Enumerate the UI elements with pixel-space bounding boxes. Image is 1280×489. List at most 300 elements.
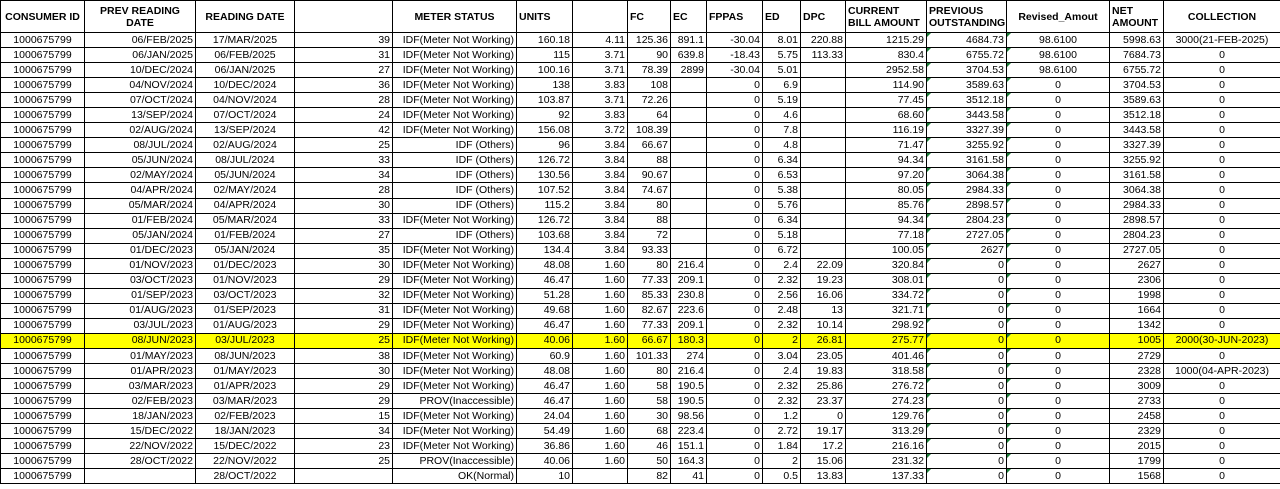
cell-prev-reading-date[interactable]: 02/AUG/2024 [85, 123, 196, 138]
cell-reading-date[interactable]: 02/FEB/2023 [196, 409, 295, 424]
table-row[interactable] [1, 439, 1280, 454]
cell-fppas[interactable]: 0 [707, 379, 763, 394]
cell-days[interactable]: 29 [295, 273, 393, 288]
cell-reading-date[interactable]: 06/FEB/2025 [196, 48, 295, 63]
cell-fc[interactable]: 64 [628, 108, 671, 123]
cell-net-amount[interactable]: 3512.18 [1110, 108, 1164, 123]
cell-previous-outstanding[interactable]: 3161.58 [927, 153, 1007, 168]
cell-dpc[interactable]: 23.05 [801, 348, 846, 363]
cell-fppas[interactable]: 0 [707, 318, 763, 333]
cell-reading-date[interactable]: 10/DEC/2024 [196, 78, 295, 93]
cell-current-bill-amount[interactable]: 313.29 [846, 424, 927, 439]
table-row[interactable] [1, 183, 1280, 198]
cell-current-bill-amount[interactable]: 401.46 [846, 348, 927, 363]
cell-revised-amount[interactable]: 0 [1007, 183, 1110, 198]
cell-previous-outstanding[interactable]: 0 [927, 379, 1007, 394]
cell-dpc[interactable] [801, 78, 846, 93]
cell-dpc[interactable] [801, 63, 846, 78]
cell-consumer-id[interactable]: 1000675799 [1, 168, 85, 183]
cell-meter-status[interactable]: IDF(Meter Not Working) [393, 123, 517, 138]
cell-meter-status[interactable]: IDF(Meter Not Working) [393, 439, 517, 454]
cell-days[interactable]: 27 [295, 228, 393, 243]
cell-net-amount[interactable]: 1005 [1110, 333, 1164, 348]
cell-dpc[interactable]: 23.37 [801, 394, 846, 409]
cell-prev-reading-date[interactable]: 02/MAY/2024 [85, 168, 196, 183]
cell-dpc[interactable] [801, 183, 846, 198]
cell-fppas[interactable]: 0 [707, 93, 763, 108]
cell-prev-reading-date[interactable]: 07/OCT/2024 [85, 93, 196, 108]
cell-prev-reading-date[interactable]: 08/JUN/2023 [85, 333, 196, 348]
table-row[interactable] [1, 48, 1280, 63]
cell-collection[interactable]: 0 [1164, 183, 1280, 198]
cell-fc[interactable]: 108.39 [628, 123, 671, 138]
cell-dpc[interactable]: 220.88 [801, 33, 846, 48]
cell-ec[interactable]: 2899 [671, 63, 707, 78]
cell-fppas[interactable]: 0 [707, 243, 763, 258]
cell-fppas[interactable]: 0 [707, 333, 763, 348]
cell-consumer-id[interactable]: 1000675799 [1, 228, 85, 243]
cell-collection[interactable]: 0 [1164, 424, 1280, 439]
cell-previous-outstanding[interactable]: 0 [927, 439, 1007, 454]
cell-meter-status[interactable]: PROV(Inaccessible) [393, 394, 517, 409]
cell-collection[interactable]: 0 [1164, 138, 1280, 153]
cell-revised-amount[interactable]: 98.6100 [1007, 48, 1110, 63]
cell-days[interactable]: 30 [295, 198, 393, 213]
cell-current-bill-amount[interactable]: 216.16 [846, 439, 927, 454]
cell-ed[interactable]: 5.18 [763, 228, 801, 243]
cell-collection[interactable]: 0 [1164, 78, 1280, 93]
cell-previous-outstanding[interactable]: 6755.72 [927, 48, 1007, 63]
cell-fc[interactable]: 90.67 [628, 168, 671, 183]
cell-collection[interactable]: 2000(30-JUN-2023) [1164, 333, 1280, 348]
cell-prev-reading-date[interactable]: 04/APR/2024 [85, 183, 196, 198]
cell-reading-date[interactable]: 05/JUN/2024 [196, 168, 295, 183]
cell-prev-reading-date[interactable]: 18/JAN/2023 [85, 409, 196, 424]
cell-collection[interactable]: 0 [1164, 273, 1280, 288]
cell-consumer-id[interactable]: 1000675799 [1, 108, 85, 123]
cell-current-bill-amount[interactable]: 276.72 [846, 379, 927, 394]
cell-reading-date[interactable]: 03/OCT/2023 [196, 288, 295, 303]
cell-reading-date[interactable]: 04/NOV/2024 [196, 93, 295, 108]
cell-revised-amount[interactable]: 0 [1007, 108, 1110, 123]
cell-ec[interactable] [671, 168, 707, 183]
cell-dpc[interactable] [801, 153, 846, 168]
cell-fppas[interactable]: -18.43 [707, 48, 763, 63]
cell-fc[interactable]: 88 [628, 213, 671, 228]
cell-ed[interactable]: 5.38 [763, 183, 801, 198]
cell-meter-status[interactable]: IDF (Others) [393, 138, 517, 153]
table-row[interactable] [1, 33, 1280, 48]
cell-ec[interactable]: 190.5 [671, 394, 707, 409]
cell-units[interactable]: 126.72 [517, 213, 573, 228]
cell-fc[interactable]: 80 [628, 258, 671, 273]
col-header-net-amount[interactable]: NET AMOUNT [1110, 1, 1164, 33]
cell-ed[interactable]: 2.56 [763, 288, 801, 303]
cell-net-amount[interactable]: 3161.58 [1110, 168, 1164, 183]
cell-prev-reading-date[interactable]: 02/FEB/2023 [85, 394, 196, 409]
cell-net-amount[interactable]: 1568 [1110, 469, 1164, 484]
cell-collection[interactable]: 0 [1164, 213, 1280, 228]
cell-revised-amount[interactable]: 0 [1007, 78, 1110, 93]
cell-current-bill-amount[interactable]: 830.4 [846, 48, 927, 63]
cell-meter-status[interactable]: IDF(Meter Not Working) [393, 33, 517, 48]
cell-units[interactable]: 96 [517, 138, 573, 153]
cell-net-amount[interactable]: 2329 [1110, 424, 1164, 439]
cell-consumer-id[interactable]: 1000675799 [1, 273, 85, 288]
cell-days[interactable]: 29 [295, 394, 393, 409]
cell-revised-amount[interactable]: 0 [1007, 213, 1110, 228]
cell-dpc[interactable] [801, 93, 846, 108]
cell-meter-status[interactable]: IDF(Meter Not Working) [393, 424, 517, 439]
cell-net-amount[interactable]: 3443.58 [1110, 123, 1164, 138]
col-header-collection[interactable]: COLLECTION [1164, 1, 1280, 33]
cell-fc[interactable]: 72 [628, 228, 671, 243]
cell-reading-date[interactable]: 17/MAR/2025 [196, 33, 295, 48]
cell-units[interactable]: 46.47 [517, 394, 573, 409]
cell-ed[interactable]: 2 [763, 454, 801, 469]
cell-fc[interactable]: 30 [628, 409, 671, 424]
cell-revised-amount[interactable]: 0 [1007, 273, 1110, 288]
cell-current-bill-amount[interactable]: 94.34 [846, 213, 927, 228]
cell-collection[interactable]: 0 [1164, 454, 1280, 469]
cell-previous-outstanding[interactable]: 0 [927, 469, 1007, 484]
cell-ed[interactable]: 2.32 [763, 379, 801, 394]
cell-ec[interactable]: 230.8 [671, 288, 707, 303]
cell-previous-outstanding[interactable]: 2627 [927, 243, 1007, 258]
cell-current-bill-amount[interactable]: 1215.29 [846, 33, 927, 48]
cell-prev-reading-date[interactable]: 15/DEC/2022 [85, 424, 196, 439]
cell-rate[interactable]: 1.60 [573, 424, 628, 439]
cell-consumer-id[interactable]: 1000675799 [1, 78, 85, 93]
cell-net-amount[interactable]: 1664 [1110, 303, 1164, 318]
cell-ec[interactable]: 209.1 [671, 318, 707, 333]
cell-current-bill-amount[interactable]: 116.19 [846, 123, 927, 138]
cell-ec[interactable] [671, 78, 707, 93]
cell-fppas[interactable]: 0 [707, 213, 763, 228]
cell-units[interactable]: 138 [517, 78, 573, 93]
cell-revised-amount[interactable]: 98.6100 [1007, 63, 1110, 78]
cell-consumer-id[interactable]: 1000675799 [1, 123, 85, 138]
cell-previous-outstanding[interactable]: 2898.57 [927, 198, 1007, 213]
cell-rate[interactable]: 3.84 [573, 138, 628, 153]
cell-prev-reading-date[interactable]: 08/JUL/2024 [85, 138, 196, 153]
cell-fppas[interactable]: 0 [707, 78, 763, 93]
cell-previous-outstanding[interactable]: 0 [927, 288, 1007, 303]
cell-ec[interactable]: 151.1 [671, 439, 707, 454]
table-row[interactable] [1, 454, 1280, 469]
cell-rate[interactable]: 3.83 [573, 78, 628, 93]
cell-prev-reading-date[interactable]: 05/JAN/2024 [85, 228, 196, 243]
cell-revised-amount[interactable]: 0 [1007, 168, 1110, 183]
cell-reading-date[interactable]: 28/OCT/2022 [196, 469, 295, 484]
cell-revised-amount[interactable]: 0 [1007, 123, 1110, 138]
cell-dpc[interactable] [801, 168, 846, 183]
cell-net-amount[interactable]: 1342 [1110, 318, 1164, 333]
cell-net-amount[interactable]: 3704.53 [1110, 78, 1164, 93]
cell-current-bill-amount[interactable]: 80.05 [846, 183, 927, 198]
cell-prev-reading-date[interactable]: 28/OCT/2022 [85, 454, 196, 469]
cell-consumer-id[interactable]: 1000675799 [1, 379, 85, 394]
cell-dpc[interactable] [801, 138, 846, 153]
cell-fc[interactable]: 82 [628, 469, 671, 484]
cell-fc[interactable]: 125.36 [628, 33, 671, 48]
cell-collection[interactable]: 0 [1164, 93, 1280, 108]
table-row[interactable] [1, 303, 1280, 318]
cell-previous-outstanding[interactable]: 2804.23 [927, 213, 1007, 228]
cell-consumer-id[interactable]: 1000675799 [1, 364, 85, 379]
cell-meter-status[interactable]: IDF(Meter Not Working) [393, 409, 517, 424]
cell-fppas[interactable]: 0 [707, 439, 763, 454]
cell-reading-date[interactable]: 01/FEB/2024 [196, 228, 295, 243]
cell-dpc[interactable]: 13 [801, 303, 846, 318]
cell-revised-amount[interactable]: 0 [1007, 243, 1110, 258]
cell-reading-date[interactable]: 08/JUL/2024 [196, 153, 295, 168]
cell-collection[interactable]: 3000(21-FEB-2025) [1164, 33, 1280, 48]
cell-fc[interactable]: 74.67 [628, 183, 671, 198]
cell-units[interactable]: 10 [517, 469, 573, 484]
cell-previous-outstanding[interactable]: 0 [927, 333, 1007, 348]
cell-rate[interactable]: 3.71 [573, 93, 628, 108]
table-row[interactable] [1, 273, 1280, 288]
cell-rate[interactable]: 1.60 [573, 409, 628, 424]
cell-dpc[interactable] [801, 108, 846, 123]
cell-ec[interactable] [671, 183, 707, 198]
cell-net-amount[interactable]: 3255.92 [1110, 153, 1164, 168]
cell-meter-status[interactable]: OK(Normal) [393, 469, 517, 484]
cell-rate[interactable]: 1.60 [573, 333, 628, 348]
cell-net-amount[interactable]: 2627 [1110, 258, 1164, 273]
cell-rate[interactable]: 1.60 [573, 394, 628, 409]
cell-net-amount[interactable]: 6755.72 [1110, 63, 1164, 78]
cell-net-amount[interactable]: 2898.57 [1110, 213, 1164, 228]
cell-fc[interactable]: 85.33 [628, 288, 671, 303]
cell-fppas[interactable]: 0 [707, 424, 763, 439]
col-header-meter-status[interactable]: METER STATUS [393, 1, 517, 33]
cell-units[interactable]: 46.47 [517, 273, 573, 288]
cell-dpc[interactable] [801, 213, 846, 228]
col-header-ec[interactable]: EC [671, 1, 707, 33]
cell-reading-date[interactable]: 08/JUN/2023 [196, 348, 295, 363]
cell-fppas[interactable]: 0 [707, 123, 763, 138]
cell-fc[interactable]: 90 [628, 48, 671, 63]
cell-units[interactable]: 100.16 [517, 63, 573, 78]
cell-consumer-id[interactable]: 1000675799 [1, 348, 85, 363]
table-row[interactable] [1, 213, 1280, 228]
col-header-current-bill-amount[interactable]: CURRENT BILL AMOUNT [846, 1, 927, 33]
cell-collection[interactable]: 0 [1164, 439, 1280, 454]
cell-collection[interactable]: 0 [1164, 48, 1280, 63]
cell-days[interactable] [295, 469, 393, 484]
cell-reading-date[interactable]: 13/SEP/2024 [196, 123, 295, 138]
cell-ec[interactable] [671, 93, 707, 108]
cell-meter-status[interactable]: IDF(Meter Not Working) [393, 364, 517, 379]
cell-fc[interactable]: 58 [628, 394, 671, 409]
cell-ed[interactable]: 8.01 [763, 33, 801, 48]
cell-days[interactable]: 25 [295, 333, 393, 348]
cell-current-bill-amount[interactable]: 274.23 [846, 394, 927, 409]
cell-days[interactable]: 25 [295, 138, 393, 153]
cell-current-bill-amount[interactable]: 334.72 [846, 288, 927, 303]
cell-units[interactable]: 24.04 [517, 409, 573, 424]
col-header-ed[interactable]: ED [763, 1, 801, 33]
cell-previous-outstanding[interactable]: 0 [927, 409, 1007, 424]
cell-revised-amount[interactable]: 0 [1007, 303, 1110, 318]
cell-rate[interactable] [573, 469, 628, 484]
cell-days[interactable]: 33 [295, 153, 393, 168]
cell-net-amount[interactable]: 2984.33 [1110, 198, 1164, 213]
cell-fppas[interactable]: 0 [707, 198, 763, 213]
cell-revised-amount[interactable]: 0 [1007, 348, 1110, 363]
cell-ec[interactable] [671, 198, 707, 213]
cell-reading-date[interactable]: 06/JAN/2025 [196, 63, 295, 78]
cell-rate[interactable]: 3.71 [573, 48, 628, 63]
cell-days[interactable]: 30 [295, 258, 393, 273]
cell-reading-date[interactable]: 02/MAY/2024 [196, 183, 295, 198]
cell-fc[interactable]: 77.33 [628, 273, 671, 288]
cell-ec[interactable]: 891.1 [671, 33, 707, 48]
cell-ed[interactable]: 2.32 [763, 273, 801, 288]
cell-dpc[interactable] [801, 228, 846, 243]
cell-collection[interactable]: 0 [1164, 318, 1280, 333]
cell-ed[interactable]: 5.76 [763, 198, 801, 213]
cell-meter-status[interactable]: IDF(Meter Not Working) [393, 333, 517, 348]
cell-consumer-id[interactable]: 1000675799 [1, 63, 85, 78]
cell-meter-status[interactable]: IDF(Meter Not Working) [393, 348, 517, 363]
cell-prev-reading-date[interactable]: 13/SEP/2024 [85, 108, 196, 123]
col-header-rate[interactable] [573, 1, 628, 33]
cell-ec[interactable] [671, 213, 707, 228]
table-row[interactable] [1, 409, 1280, 424]
cell-dpc[interactable]: 16.06 [801, 288, 846, 303]
cell-revised-amount[interactable]: 0 [1007, 364, 1110, 379]
table-row[interactable] [1, 394, 1280, 409]
cell-rate[interactable]: 1.60 [573, 273, 628, 288]
cell-days[interactable]: 30 [295, 364, 393, 379]
cell-units[interactable]: 115 [517, 48, 573, 63]
cell-rate[interactable]: 1.60 [573, 379, 628, 394]
cell-meter-status[interactable]: IDF(Meter Not Working) [393, 243, 517, 258]
cell-days[interactable]: 31 [295, 303, 393, 318]
cell-meter-status[interactable]: IDF(Meter Not Working) [393, 379, 517, 394]
table-row[interactable] [1, 198, 1280, 213]
cell-revised-amount[interactable]: 0 [1007, 318, 1110, 333]
cell-ed[interactable]: 4.6 [763, 108, 801, 123]
cell-fc[interactable]: 108 [628, 78, 671, 93]
cell-fc[interactable]: 77.33 [628, 318, 671, 333]
cell-collection[interactable]: 0 [1164, 394, 1280, 409]
cell-collection[interactable]: 0 [1164, 243, 1280, 258]
cell-days[interactable]: 29 [295, 379, 393, 394]
cell-consumer-id[interactable]: 1000675799 [1, 439, 85, 454]
cell-current-bill-amount[interactable]: 320.84 [846, 258, 927, 273]
col-header-revised-amount[interactable]: Revised_Amout [1007, 1, 1110, 33]
cell-reading-date[interactable]: 18/JAN/2023 [196, 424, 295, 439]
table-row[interactable] [1, 318, 1280, 333]
cell-net-amount[interactable]: 2804.23 [1110, 228, 1164, 243]
col-header-consumer-id[interactable]: CONSUMER ID [1, 1, 85, 33]
cell-collection[interactable]: 0 [1164, 198, 1280, 213]
cell-ed[interactable]: 5.19 [763, 93, 801, 108]
cell-previous-outstanding[interactable]: 3704.53 [927, 63, 1007, 78]
cell-net-amount[interactable]: 1998 [1110, 288, 1164, 303]
cell-prev-reading-date[interactable]: 01/NOV/2023 [85, 258, 196, 273]
cell-collection[interactable]: 0 [1164, 168, 1280, 183]
cell-fc[interactable]: 80 [628, 364, 671, 379]
cell-prev-reading-date[interactable]: 05/JUN/2024 [85, 153, 196, 168]
cell-fppas[interactable]: 0 [707, 168, 763, 183]
cell-days[interactable]: 34 [295, 168, 393, 183]
table-row[interactable] [1, 168, 1280, 183]
cell-collection[interactable]: 0 [1164, 258, 1280, 273]
cell-units[interactable]: 107.52 [517, 183, 573, 198]
cell-fppas[interactable]: 0 [707, 409, 763, 424]
cell-units[interactable]: 40.06 [517, 454, 573, 469]
col-header-dpc[interactable]: DPC [801, 1, 846, 33]
cell-previous-outstanding[interactable]: 0 [927, 348, 1007, 363]
cell-previous-outstanding[interactable]: 0 [927, 258, 1007, 273]
cell-units[interactable]: 48.08 [517, 258, 573, 273]
cell-prev-reading-date[interactable]: 05/MAR/2024 [85, 198, 196, 213]
cell-net-amount[interactable]: 3327.39 [1110, 138, 1164, 153]
cell-prev-reading-date[interactable]: 01/AUG/2023 [85, 303, 196, 318]
cell-collection[interactable]: 0 [1164, 228, 1280, 243]
cell-fppas[interactable]: 0 [707, 153, 763, 168]
table-row[interactable] [1, 108, 1280, 123]
cell-units[interactable]: 40.06 [517, 333, 573, 348]
col-header-fppas[interactable]: FPPAS [707, 1, 763, 33]
table-row[interactable] [1, 258, 1280, 273]
cell-rate[interactable]: 3.84 [573, 213, 628, 228]
cell-units[interactable]: 60.9 [517, 348, 573, 363]
cell-prev-reading-date[interactable]: 03/JUL/2023 [85, 318, 196, 333]
cell-days[interactable]: 39 [295, 33, 393, 48]
cell-ed[interactable]: 4.8 [763, 138, 801, 153]
table-row[interactable] [1, 379, 1280, 394]
cell-meter-status[interactable]: IDF (Others) [393, 183, 517, 198]
cell-ed[interactable]: 6.53 [763, 168, 801, 183]
col-header-previous-outstanding[interactable]: PREVIOUS OUTSTANDING [927, 1, 1007, 33]
cell-units[interactable]: 51.28 [517, 288, 573, 303]
cell-revised-amount[interactable]: 0 [1007, 153, 1110, 168]
cell-ec[interactable] [671, 228, 707, 243]
cell-units[interactable]: 46.47 [517, 379, 573, 394]
cell-reading-date[interactable]: 01/SEP/2023 [196, 303, 295, 318]
cell-collection[interactable]: 0 [1164, 63, 1280, 78]
cell-reading-date[interactable]: 04/APR/2024 [196, 198, 295, 213]
cell-reading-date[interactable]: 03/MAR/2023 [196, 394, 295, 409]
cell-meter-status[interactable]: IDF(Meter Not Working) [393, 258, 517, 273]
cell-days[interactable]: 36 [295, 78, 393, 93]
cell-fppas[interactable]: 0 [707, 469, 763, 484]
cell-consumer-id[interactable]: 1000675799 [1, 213, 85, 228]
cell-current-bill-amount[interactable]: 100.05 [846, 243, 927, 258]
cell-reading-date[interactable]: 01/AUG/2023 [196, 318, 295, 333]
cell-prev-reading-date[interactable]: 01/SEP/2023 [85, 288, 196, 303]
cell-prev-reading-date[interactable]: 01/MAY/2023 [85, 348, 196, 363]
cell-consumer-id[interactable]: 1000675799 [1, 153, 85, 168]
cell-revised-amount[interactable]: 0 [1007, 424, 1110, 439]
cell-fppas[interactable]: 0 [707, 138, 763, 153]
cell-ec[interactable]: 274 [671, 348, 707, 363]
cell-units[interactable]: 126.72 [517, 153, 573, 168]
cell-days[interactable]: 28 [295, 93, 393, 108]
cell-reading-date[interactable]: 22/NOV/2022 [196, 454, 295, 469]
cell-previous-outstanding[interactable]: 0 [927, 318, 1007, 333]
table-row[interactable] [1, 138, 1280, 153]
cell-consumer-id[interactable]: 1000675799 [1, 318, 85, 333]
cell-ed[interactable]: 5.01 [763, 63, 801, 78]
cell-dpc[interactable]: 113.33 [801, 48, 846, 63]
